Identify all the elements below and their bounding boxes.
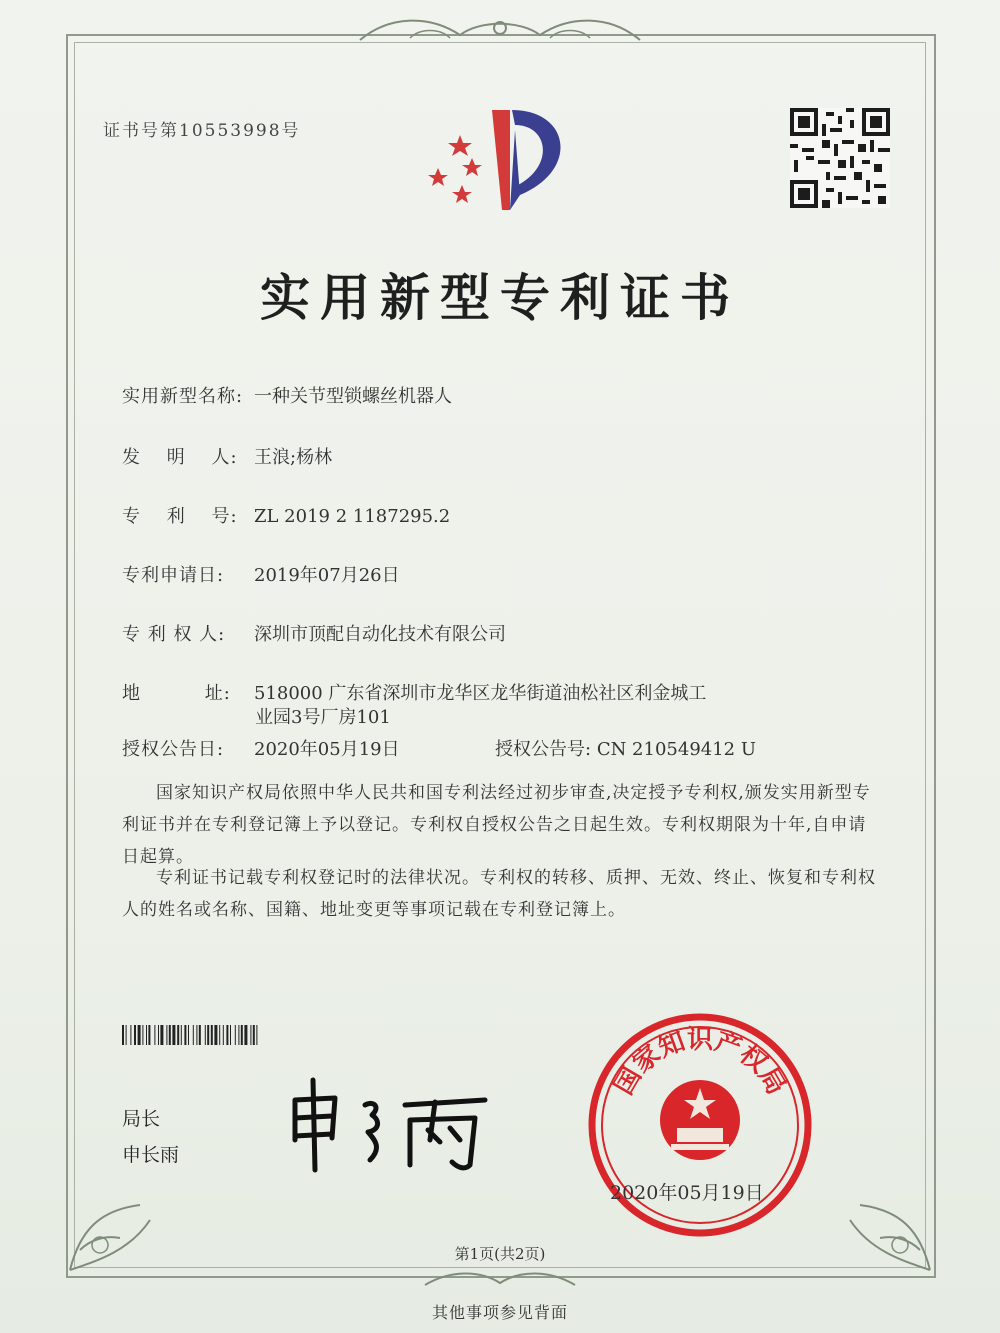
field-announce-date-label: 授权公告日:: [122, 739, 225, 760]
barcode-bar: [199, 1025, 201, 1045]
barcode-bar: [223, 1025, 224, 1045]
field-announce-no: [495, 735, 756, 761]
field-announce-date: [122, 735, 400, 761]
barcode-bar: [146, 1025, 147, 1045]
barcode-bar: [122, 1025, 124, 1045]
page-number: 第1页(共2页): [454, 1245, 546, 1263]
field-patent-no: [122, 502, 450, 528]
certificate-number: 证书号第10553998号: [103, 121, 301, 141]
handwritten-signature: [280, 1070, 500, 1180]
barcode-bar: [148, 1025, 150, 1045]
barcode-bar: [235, 1025, 236, 1045]
director-name: 申长雨: [122, 1144, 180, 1166]
patent-office-emblem: [420, 100, 580, 220]
top-ornament: [350, 10, 650, 50]
seal-text: 国家知识产权局: [608, 1025, 792, 1101]
barcode: [122, 1025, 374, 1045]
paragraph-grant: 国家知识产权局依照中华人民共和国专利法经过初步审查,决定授予专利权,颁发实用新型专利证书并在专利登记簿上予以登记。专利权自授权公告之日起生效。专利权期限为十年,自申请日起算。: [122, 783, 871, 867]
field-name-value: 一种关节型锁螺丝机器人: [254, 386, 452, 407]
barcode-bar: [253, 1025, 255, 1045]
field-announce-no-value: CN 210549412 U: [596, 739, 757, 760]
barcode-bar: [154, 1025, 155, 1045]
barcode-bar: [214, 1025, 217, 1045]
barcode-bar: [244, 1025, 247, 1045]
official-seal: [585, 1010, 815, 1240]
barcode-bar: [142, 1025, 143, 1045]
barcode-bar: [181, 1025, 182, 1045]
barcode-bar: [211, 1025, 213, 1045]
barcode-bar: [207, 1025, 209, 1045]
barcode-bar: [184, 1025, 186, 1045]
barcode-bar: [188, 1025, 189, 1045]
barcode-bar: [158, 1025, 159, 1045]
barcode-bar: [193, 1025, 194, 1045]
barcode-bar: [205, 1025, 206, 1045]
field-announce-date-value: 2020年05月19日: [254, 739, 400, 760]
field-name: [122, 382, 452, 408]
barcode-bar: [238, 1025, 239, 1045]
barcode-bar: [166, 1025, 167, 1045]
footer-note: 其他事项参见背面: [431, 1303, 568, 1322]
field-address-value-line2: 业园3号厂房101: [255, 707, 391, 728]
field-announce-no-label: 授权公告号:: [495, 739, 592, 760]
barcode-bar: [177, 1025, 179, 1045]
seal-date: 2020年05月19日: [610, 1182, 764, 1204]
field-patent-no-label: 专 利 号:: [122, 506, 238, 527]
field-address: [122, 679, 706, 705]
field-patent-no-value: ZL 2019 2 1187295.2: [254, 506, 451, 527]
certificate-title: 实用新型专利证书: [260, 269, 740, 327]
field-inventor: [122, 443, 332, 469]
barcode-bar: [241, 1025, 243, 1045]
barcode-bar: [138, 1025, 141, 1045]
barcode-bar: [160, 1025, 163, 1045]
field-patentee-label: 专 利 权 人:: [122, 624, 226, 645]
field-patentee: [122, 620, 506, 646]
barcode-bar: [169, 1025, 171, 1045]
field-inventor-value: 王浪;杨林: [254, 447, 333, 468]
barcode-bar: [226, 1025, 228, 1045]
field-patentee-value: 深圳市顶配自动化技术有限公司: [254, 624, 506, 645]
field-inventor-label: 发 明 人:: [122, 447, 238, 468]
field-filing-date: [122, 561, 400, 587]
field-name-label: 实用新型名称:: [122, 386, 244, 407]
barcode-bar: [196, 1025, 197, 1045]
bottom-center-ornament: [420, 1265, 580, 1295]
paragraph-legal-status: 专利证书记载专利权登记时的法律状况。专利权的转移、质押、无效、终止、恢复和专利权人的姓名或名称、国籍、地址变更等事项记载在专利登记簿上。: [122, 868, 876, 920]
field-address-value: 518000 广东省深圳市龙华区龙华街道油松社区利金城工: [254, 683, 707, 704]
barcode-bar: [130, 1025, 131, 1045]
barcode-bar: [256, 1025, 257, 1045]
field-filing-date-value: 2019年07月26日: [254, 565, 400, 586]
barcode-bar: [219, 1025, 220, 1045]
barcode-bar: [134, 1025, 136, 1045]
field-address-label: 地 址:: [122, 683, 231, 704]
director-title: 局长: [122, 1108, 161, 1130]
field-filing-date-label: 专利申请日:: [122, 565, 225, 586]
qr-code: [790, 108, 890, 208]
barcode-bar: [230, 1025, 231, 1045]
barcode-bar: [172, 1025, 175, 1045]
barcode-bar: [250, 1025, 251, 1045]
barcode-bar: [126, 1025, 127, 1045]
